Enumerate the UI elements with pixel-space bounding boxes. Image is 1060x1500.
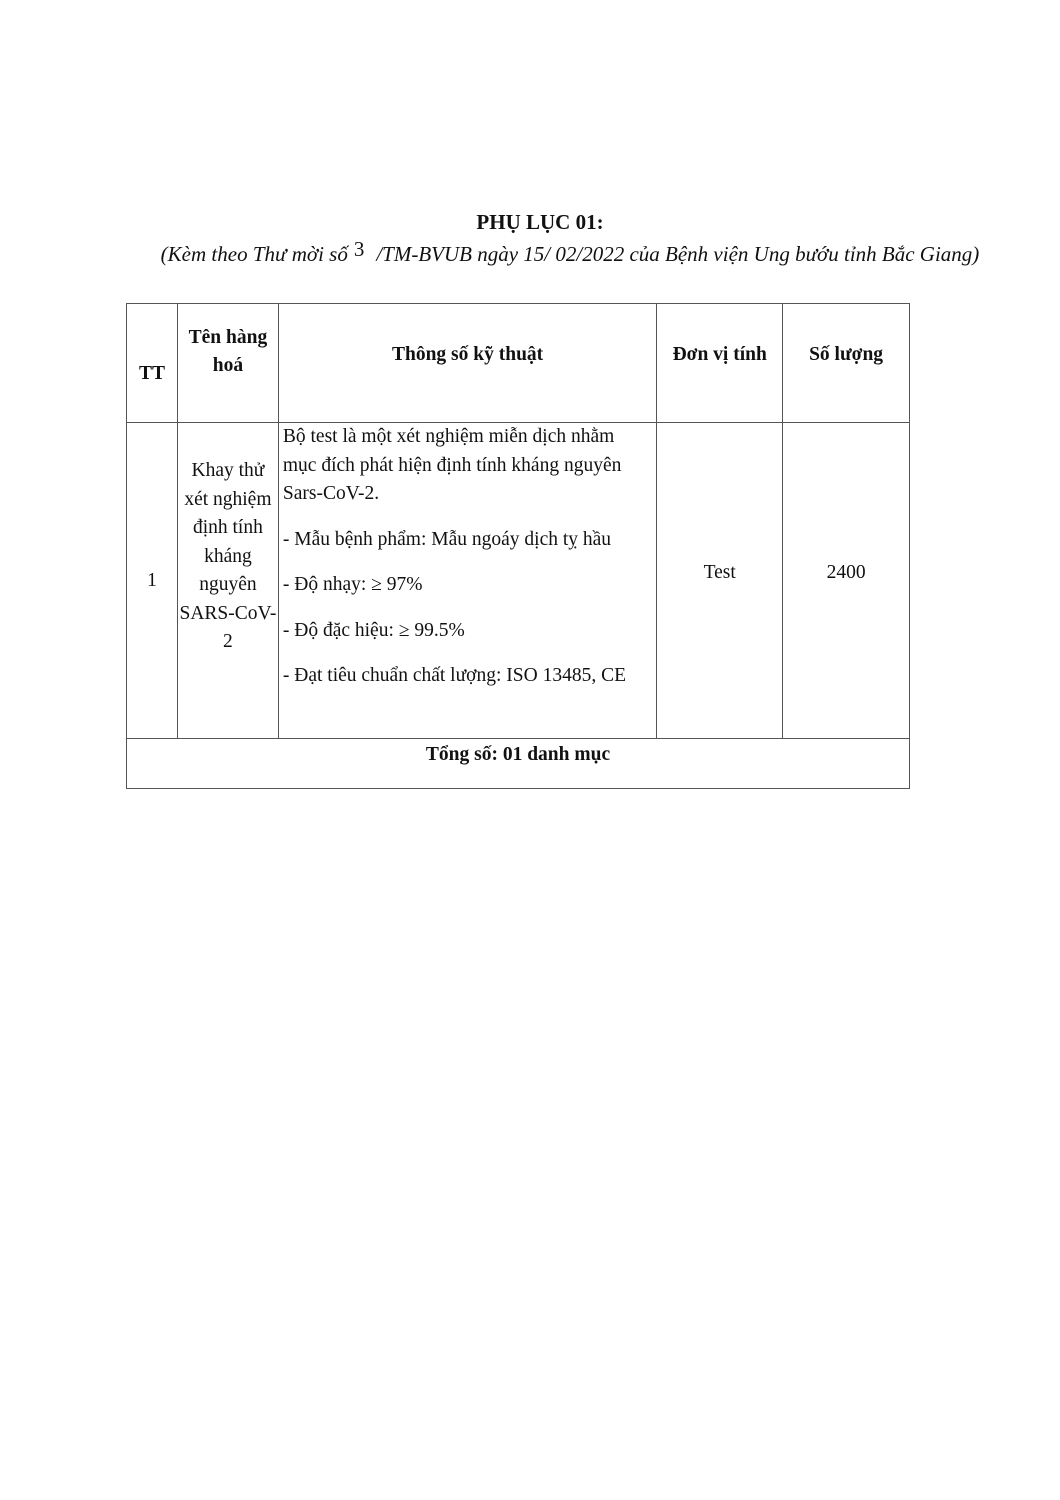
spec-item-standard: - Đạt tiêu chuẩn chất lượng: ISO 13485, CE xyxy=(282,665,626,686)
subtitle-suffix: /TM-BVUB ngày 15/ 02/2022 của Bệnh viện Ung bướu tỉnh Bắc Giang) xyxy=(376,242,980,266)
table-total-row xyxy=(127,739,910,789)
header-spec: Thông số kỹ thuật xyxy=(278,304,656,423)
header-name: Tên hàng hoá xyxy=(177,304,278,423)
header-tt: TT xyxy=(127,304,178,423)
appendix-subtitle xyxy=(160,238,980,270)
cell-qty: 2400 xyxy=(783,423,910,739)
cell-tt: 1 xyxy=(127,423,178,739)
table-row xyxy=(127,423,910,739)
table-header-row xyxy=(127,304,910,423)
spec-item-sample: - Mẫu bệnh phẩm: Mẫu ngoáy dịch tỵ hầu xyxy=(282,528,612,550)
cell-unit: Test xyxy=(657,423,783,739)
subtitle-prefix: (Kèm theo Thư mời số xyxy=(160,242,348,266)
goods-table xyxy=(126,303,910,789)
appendix-title: PHỤ LỤC 01: xyxy=(476,210,604,234)
header-unit: Đơn vị tính xyxy=(657,304,783,423)
cell-name: Khay thử xét nghiệm định tính kháng nguyên SARS-CoV-2 xyxy=(177,423,278,739)
spec-item-specificity: - Độ đặc hiệu: ≥ 99.5% xyxy=(282,619,465,641)
total-label: Tổng số: 01 danh mục xyxy=(127,739,910,789)
letter-number: 3 xyxy=(353,237,365,261)
spec-item-sensitivity: - Độ nhạy: ≥ 97% xyxy=(282,574,423,595)
header-qty: Số lượng xyxy=(783,304,910,423)
cell-spec xyxy=(278,423,656,739)
spec-intro: Bộ test là một xét nghiệm miễn dịch nhằm mục đích phát hiện định tính kháng nguyên Sars-CoV-2. xyxy=(282,426,622,504)
